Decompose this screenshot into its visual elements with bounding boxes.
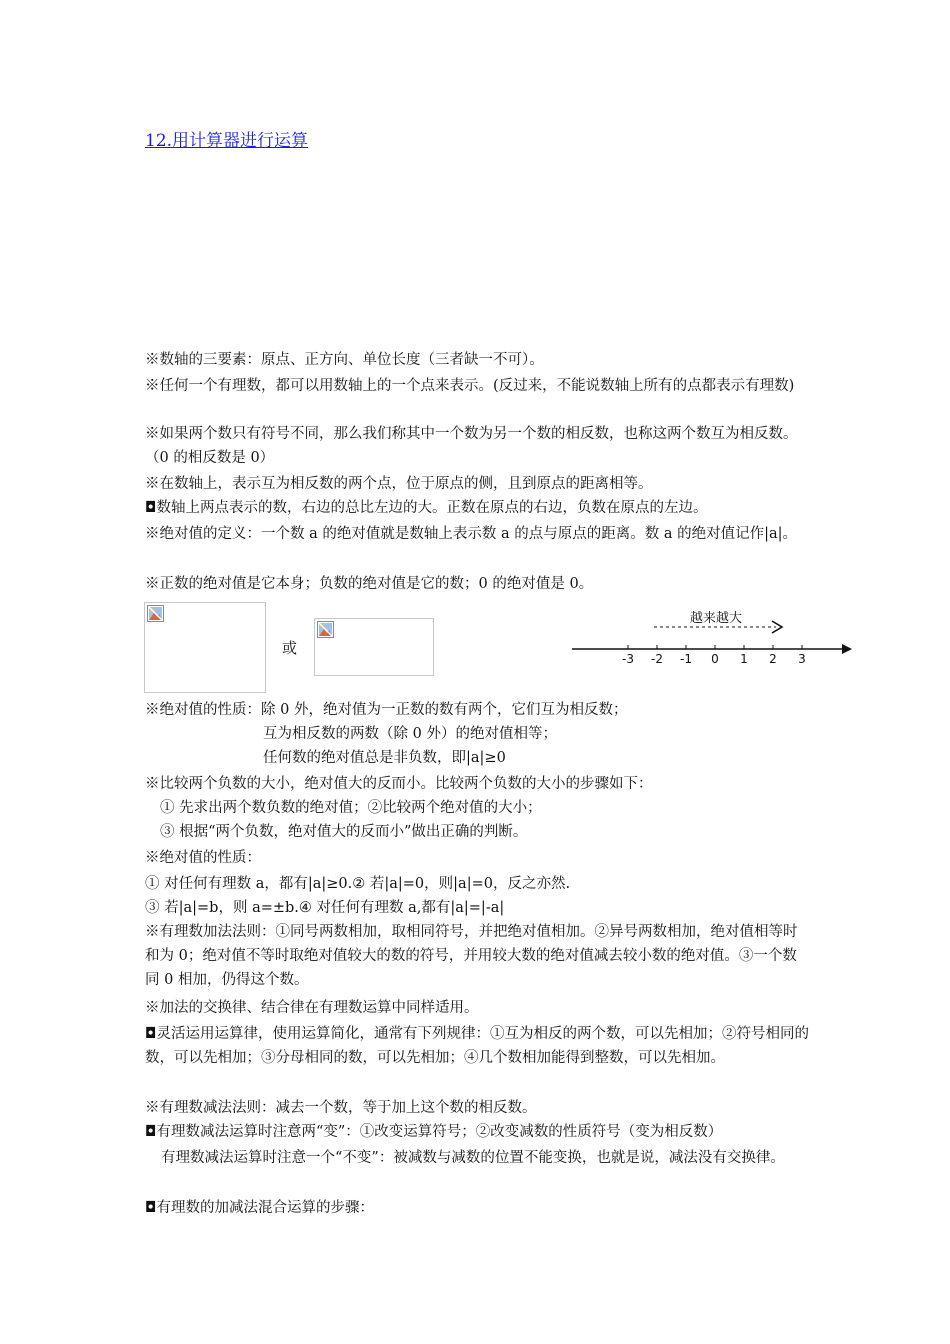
compare-line1: ※比较两个负数的大小，绝对值大的反而小。比较两个负数的大小的步骤如下： (145, 776, 653, 792)
addition-rule: ※有理数加法法则：①同号两数相加，取相同符号，并把绝对值相加。②异号两数相加，绝对值相等时和为 0；绝对值不等时取绝对值较大的数的符号，并用较大数的绝对值减去较小数的绝对值。③一个数同 0 相加，仍得这个数。 (145, 924, 798, 988)
subtraction-two-changes: ◘有理数减法运算时注意两“变”：①改变运算符号；②改变减数的性质符号（变为相反数） (145, 1124, 723, 1140)
direction-arrow-icon (772, 621, 782, 633)
axis-tick-label: -1 (680, 652, 692, 666)
abs-props-line1: ※绝对值的性质：除 0 外，绝对值为一正数的数有两个，它们互为相反数； (145, 702, 628, 718)
axis-tick-label: -3 (622, 652, 634, 666)
abs-props2-heading: ※绝对值的性质： (145, 850, 261, 866)
mixed-operation-steps: ◘有理数的加减法混合运算的步骤： (145, 1200, 374, 1216)
compare-line2: ① 先求出两个数负数的绝对值；②比较两个绝对值的大小； (160, 800, 542, 816)
paragraph-opposite-numbers: ※如果两个数只有符号不同，那么我们称其中一个数为另一个数的相反数，也称这两个数互为相反数。（0 的相反数是 0） (145, 426, 798, 466)
paragraph-abs-values: ※正数的绝对值是它本身；负数的绝对值是它的数；0 的绝对值是 0。 (145, 576, 594, 592)
page-title[interactable]: 12.用计算器进行运算 (145, 131, 309, 151)
paragraph-axis-elements: ※数轴的三要素：原点、正方向、单位长度（三者缺一不可）。 (145, 352, 544, 368)
abs-props-line3: 任何数的绝对值总是非负数，即|a|≥0 (263, 750, 506, 766)
compare-line3: ③ 根据“两个负数，绝对值大的反而小”做出正确的判断。 (160, 824, 528, 840)
abs-props2-line2: ③ 若|a|=b，则 a=±b.④ 对任何有理数 a,都有|a|=|-a| (145, 900, 505, 916)
image-placeholder-1 (144, 602, 266, 693)
operation-law-usage: ◘灵活运用运算律，使用运算简化，通常有下列规律：①互为相反的两个数，可以先相加；②符号相同的数，可以先相加；③分母相同的数，可以先相加；④几个数相加能得到整数，可以先相加。 (145, 1026, 809, 1066)
broken-image-icon (147, 605, 164, 622)
paragraph-opposite-on-axis: ※在数轴上，表示互为相反数的两个点，位于原点的侧，且到原点的距离相等。 (145, 476, 653, 492)
subtraction-no-change: 有理数减法运算时注意一个“不变”：被减数与减数的位置不能变换，也就是说，减法没有交换律。 (161, 1150, 785, 1166)
axis-arrow-icon (842, 644, 852, 654)
number-line (566, 606, 856, 670)
axis-tick-label: -2 (651, 652, 663, 666)
paragraph-axis-order: ◘数轴上两点表示的数，右边的总比左边的大。正数在原点的右边，负数在原点的左边。 (145, 500, 708, 516)
axis-tick-label: 3 (798, 652, 806, 666)
or-label: 或 (282, 639, 298, 657)
image-placeholder-2 (314, 618, 434, 676)
axis-tick-label: 1 (740, 652, 748, 666)
abs-props-line2: 互为相反数的两数（除 0 外）的绝对值相等； (263, 726, 557, 742)
axis-tick-label: 0 (711, 652, 719, 666)
paragraph-rational-points: ※任何一个有理数，都可以用数轴上的一个点来表示。(反过来，不能说数轴上所有的点都表示有理数) (145, 378, 795, 394)
axis-tick-label: 2 (769, 652, 777, 666)
addition-laws: ※加法的交换律、结合律在有理数运算中同样适用。 (145, 1000, 479, 1016)
broken-image-icon (317, 621, 334, 638)
subtraction-rule: ※有理数减法法则：减去一个数，等于加上这个数的相反数。 (145, 1100, 537, 1116)
axis-caption: 越来越大 (689, 611, 743, 626)
paragraph-abs-definition: ※绝对值的定义：一个数 a 的绝对值就是数轴上表示数 a 的点与原点的距离。数 a 的绝对值记作|a|。 (145, 526, 798, 542)
abs-props2-line1: ① 对任何有理数 a，都有|a|≥0.② 若|a|=0，则|a|=0，反之亦然. (145, 876, 571, 892)
